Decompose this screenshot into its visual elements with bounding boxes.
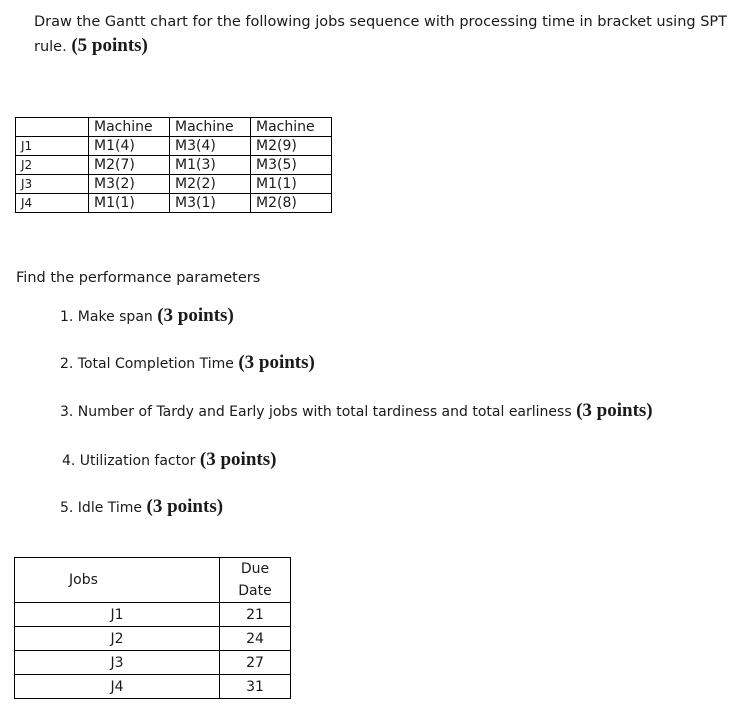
item-points: (3 points)	[199, 449, 277, 470]
item-label: 5. Idle Time	[60, 500, 143, 516]
item-points: (3 points)	[157, 305, 234, 326]
due-date-cell: 31	[220, 675, 291, 699]
operation-cell: M1(3)	[170, 156, 251, 175]
performance-title: Find the performance parameters	[16, 270, 261, 286]
jobs-table-corner-cell	[16, 118, 89, 137]
operation-cell: M2(2)	[170, 175, 251, 194]
item-label: 2. Total Completion Time	[60, 356, 234, 372]
due-table-row	[15, 651, 291, 675]
operation-cell: M3(4)	[170, 137, 251, 156]
due-table-row	[15, 675, 291, 699]
due-job-cell: J3	[15, 651, 220, 675]
jobs-table-header-cell: Machine	[89, 118, 170, 137]
operation-cell: M1(1)	[89, 194, 170, 213]
due-table-row	[15, 627, 291, 651]
performance-item	[60, 352, 315, 374]
jobs-table-row	[16, 194, 332, 213]
job-label: J4	[16, 194, 89, 213]
question-intro	[34, 10, 734, 59]
item-label: 1. Make span	[60, 309, 153, 325]
operation-cell: M3(5)	[251, 156, 332, 175]
jobs-processing-table	[15, 117, 332, 213]
performance-item	[60, 400, 653, 422]
item-points: (3 points)	[238, 352, 315, 373]
due-date-header	[220, 558, 291, 603]
operation-cell: M1(4)	[89, 137, 170, 156]
intro-text: Draw the Gantt chart for the following jobs sequence with processing time in bracket using SPT rule.	[34, 14, 727, 55]
jobs-table-header-cell: Machine	[251, 118, 332, 137]
due-date-cell: 27	[220, 651, 291, 675]
item-label: 3. Number of Tardy and Early jobs with total tardiness and total earliness	[60, 404, 572, 420]
operation-cell: M1(1)	[251, 175, 332, 194]
due-job-cell: J2	[15, 627, 220, 651]
due-table-row	[15, 603, 291, 627]
due-table-header-row	[15, 558, 291, 603]
due-header-line1: Due	[240, 561, 270, 577]
performance-item	[62, 449, 276, 471]
operation-cell: M2(8)	[251, 194, 332, 213]
due-header-line2: Date	[238, 583, 272, 599]
intro-points: (5 points)	[71, 35, 148, 56]
job-label: J1	[16, 137, 89, 156]
job-label: J3	[16, 175, 89, 194]
performance-item	[60, 496, 223, 518]
operation-cell: M3(2)	[89, 175, 170, 194]
operation-cell: M3(1)	[170, 194, 251, 213]
operation-cell: M2(9)	[251, 137, 332, 156]
performance-item	[60, 305, 234, 327]
due-job-cell: J1	[15, 603, 220, 627]
item-label: 4. Utilization factor	[62, 453, 196, 469]
jobs-table-header-cell: Machine	[170, 118, 251, 137]
jobs-table-row	[16, 137, 332, 156]
job-label: J2	[16, 156, 89, 175]
operation-cell: M2(7)	[89, 156, 170, 175]
jobs-table-row	[16, 175, 332, 194]
item-points: (3 points)	[146, 496, 224, 517]
jobs-table-header-row	[16, 118, 332, 137]
jobs-header: Jobs	[15, 558, 220, 603]
due-date-cell: 24	[220, 627, 291, 651]
due-job-cell: J4	[15, 675, 220, 699]
item-points: (3 points)	[576, 400, 653, 421]
due-date-table	[14, 557, 291, 699]
jobs-table-row	[16, 156, 332, 175]
due-date-cell: 21	[220, 603, 291, 627]
